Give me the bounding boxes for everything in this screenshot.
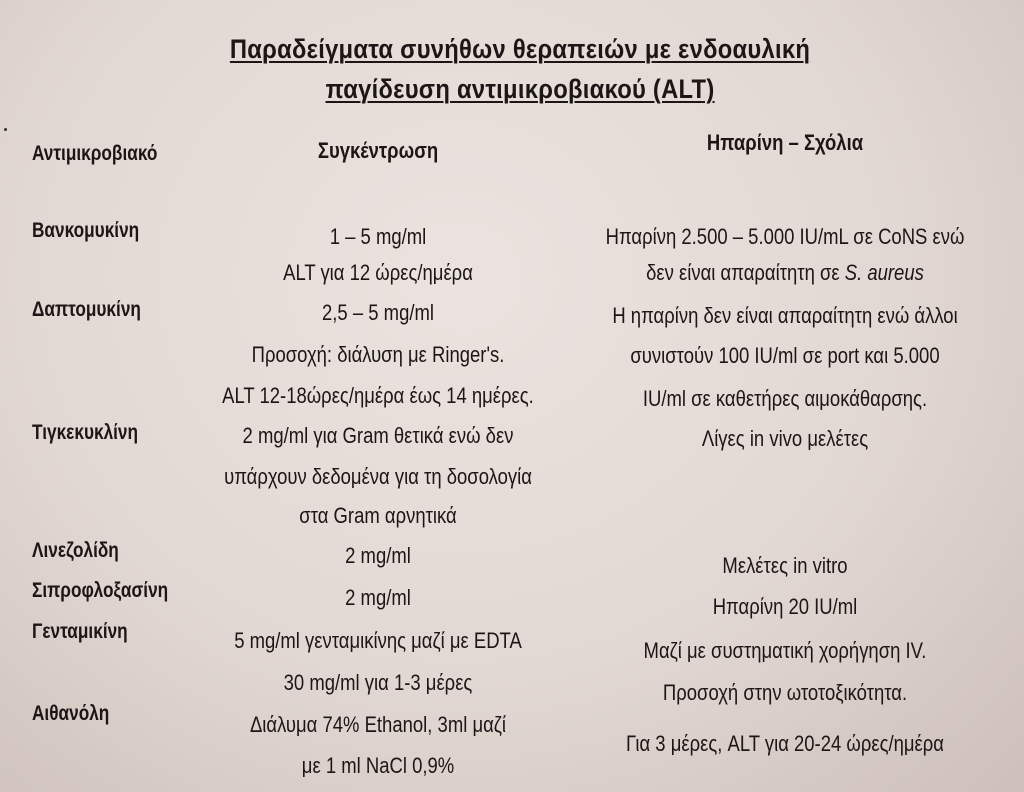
conc-tigecycline-3: στα Gram αρνητικά	[299, 503, 457, 528]
drug-name-vancomycin: Βανκομυκίνη	[32, 219, 140, 242]
comment-tigecycline: Λίγες in vivo μελέτες	[701, 426, 869, 451]
comment-daptomycin-3: IU/ml σε καθετήρες αιμοκάθαρσης.	[642, 386, 928, 411]
conc-vancomycin-2: ALT για 12 ώρες/ημέρα	[283, 260, 473, 285]
drug-name-tigecycline: Τιγκεκυκλίνη	[32, 421, 139, 444]
comment-gentamicin-1: Μαζί με συστηματική χορήγηση IV.	[643, 638, 927, 663]
comment-gentamicin-2: Προσοχή στην ωτοτοξικότητα.	[662, 680, 908, 705]
comment-vancomycin-2-species: S. aureus	[844, 260, 924, 285]
conc-ethanol-1: Διάλυμα 74% Ethanol, 3ml μαζί	[249, 712, 507, 737]
conc-tigecycline-2: υπάρχουν δεδομένα για τη δοσολογία	[224, 464, 532, 489]
drug-name-ethanol: Αιθανόλη	[32, 702, 110, 725]
speck-mark	[4, 128, 7, 131]
comment-vancomycin-2	[567, 262, 1004, 284]
header-concentration: Συγκέντρωση	[317, 138, 439, 163]
header-heparin-comments: Ηπαρίνη – Σχόλια	[706, 130, 864, 155]
comment-ethanol: Για 3 μέρες, ALT για 20-24 ώρες/ημέρα	[625, 731, 944, 756]
conc-ethanol-2: με 1 ml NaCl 0,9%	[301, 753, 455, 778]
conc-tigecycline-1: 2 mg/ml για Gram θετικά ενώ δεν	[242, 423, 514, 448]
comment-daptomycin-2: συνιστούν 100 IU/ml σε port και 5.000	[630, 343, 940, 368]
conc-vancomycin-1: 1 – 5 mg/ml	[329, 224, 427, 249]
comment-daptomycin-1: Η ηπαρίνη δεν είναι απαραίτητη ενώ άλλοι	[612, 303, 958, 328]
conc-gentamicin-1: 5 mg/ml γενταμικίνης μαζί με EDTA	[234, 628, 522, 653]
comment-vancomycin-1: Ηπαρίνη 2.500 – 5.000 IU/mL σε CoNS ενώ	[605, 224, 965, 249]
conc-gentamicin-2: 30 mg/ml για 1-3 μέρες	[283, 670, 473, 695]
comment-ciprofloxacin: Ηπαρίνη 20 IU/ml	[712, 594, 858, 619]
comment-vancomycin-2-text: δεν είναι απαραίτητη σε	[646, 260, 845, 285]
drug-name-linezolid: Λινεζολίδη	[32, 539, 119, 562]
drug-name-gentamicin: Γενταμικίνη	[32, 620, 128, 643]
drug-name-ciprofloxacin: Σιπροφλοξασίνη	[32, 579, 169, 602]
conc-ciprofloxacin: 2 mg/ml	[345, 585, 411, 610]
conc-daptomycin-3: ALT 12-18ώρες/ημέρα έως 14 ημέρες.	[222, 383, 534, 408]
drug-name-daptomycin: Δαπτομυκίνη	[32, 298, 141, 321]
page-title-line-1: Παραδείγματα συνήθων θεραπειών με ενδοαυλική	[229, 34, 811, 64]
conc-linezolid: 2 mg/ml	[345, 543, 411, 568]
conc-daptomycin-1: 2,5 – 5 mg/ml	[322, 300, 434, 325]
conc-daptomycin-2: Προσοχή: διάλυση με Ringer's.	[251, 342, 505, 367]
page-title-line-2: παγίδευση αντιμικροβιακού (ALT)	[325, 74, 715, 104]
comment-linezolid: Μελέτες in vitro	[722, 553, 848, 578]
header-antimicrobial: Αντιμικροβιακό	[32, 142, 158, 165]
